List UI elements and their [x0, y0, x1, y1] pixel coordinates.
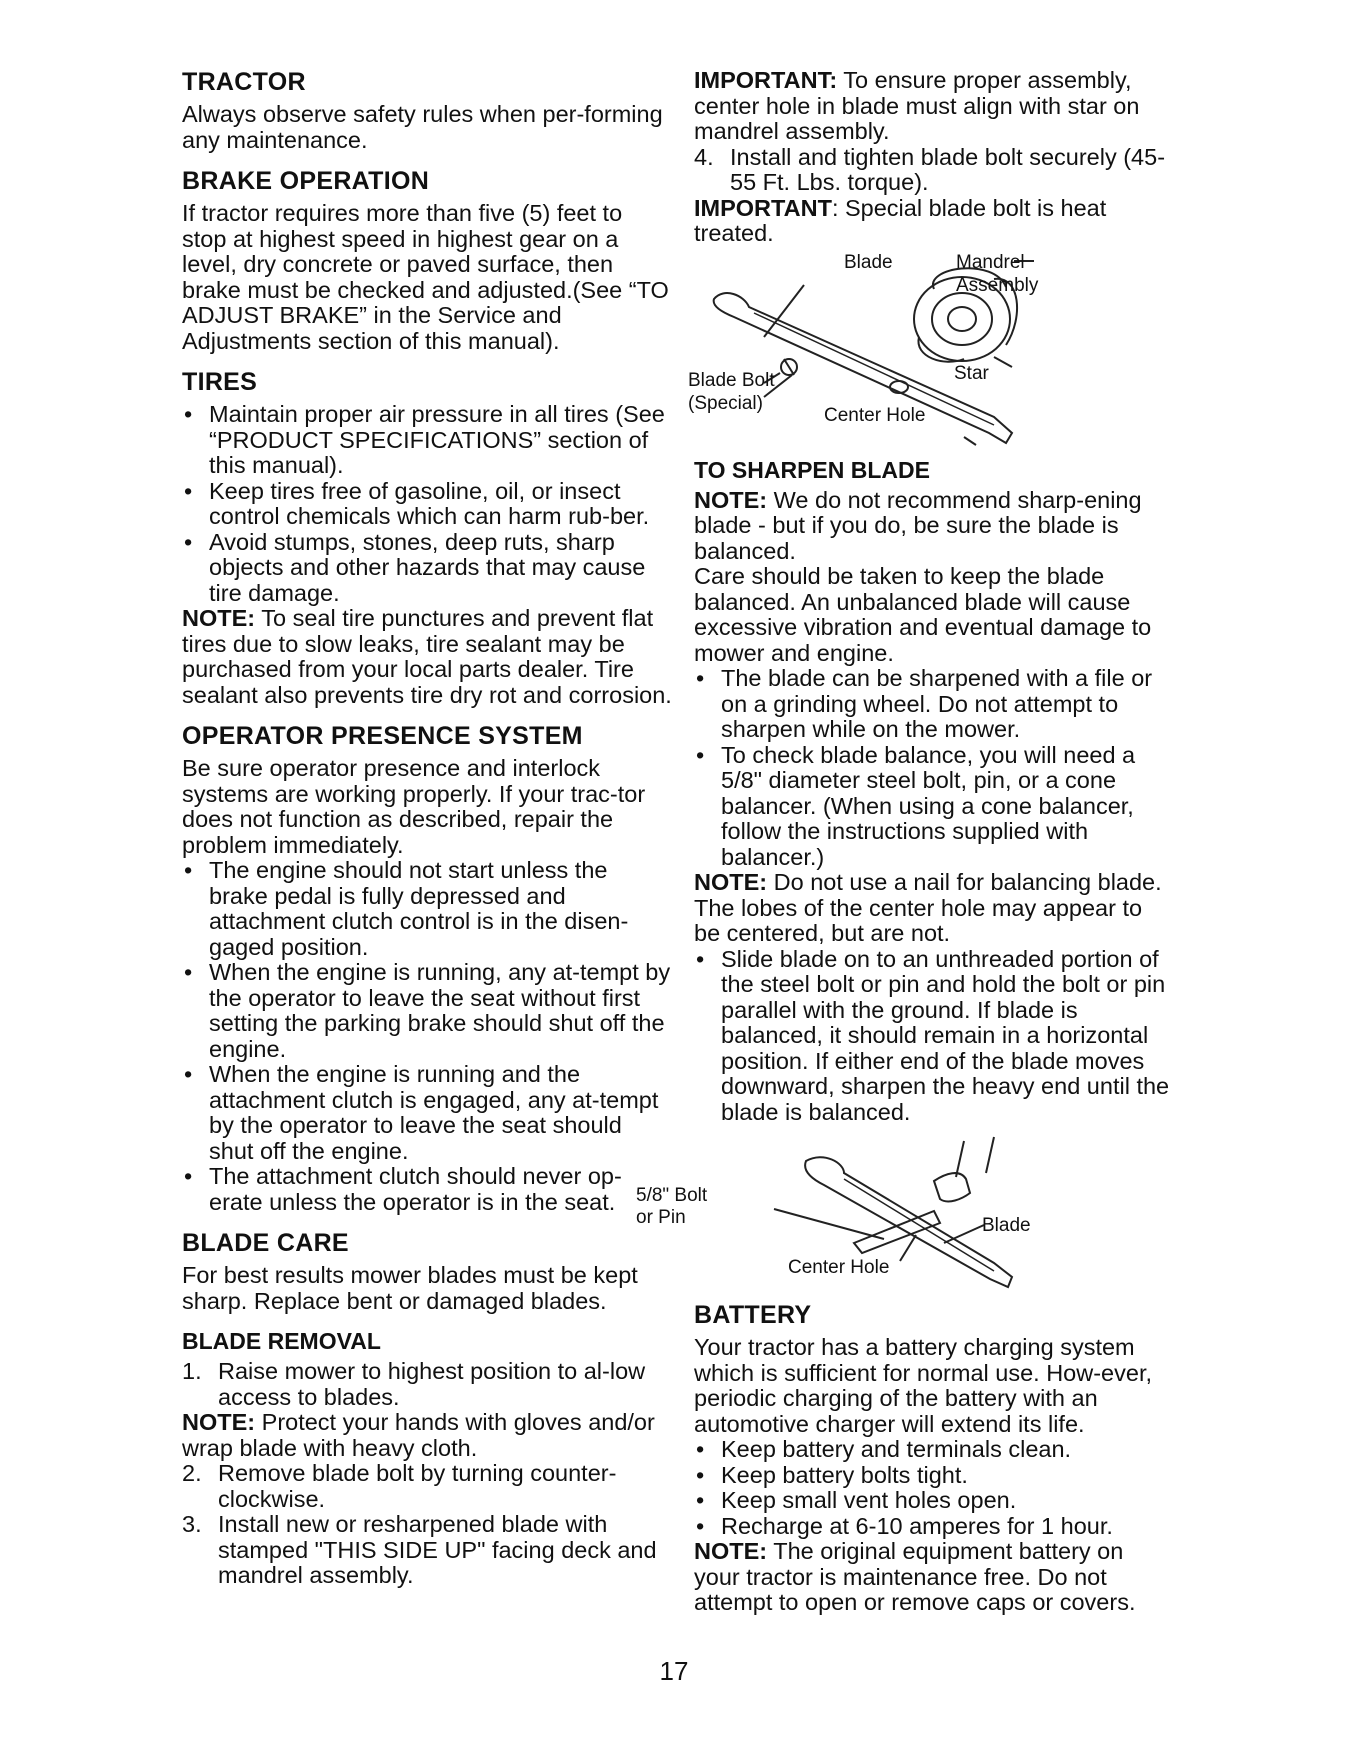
sharpen-note1: NOTE: We do not recommend sharp-ening blade - but if you do, be sure the blade is balanced.: [694, 486, 1142, 564]
center-hole-label-2: Center Hole: [788, 1257, 890, 1278]
list-item: • Recharge at 6-10 amperes for 1 hour.: [696, 1512, 1113, 1539]
battery-text: Your tractor has a battery charging system which is sufficient for normal use. How-ever, periodic charging of the battery with an automotive charger will extend its life.: [694, 1334, 1152, 1437]
sharpen-section: [694, 457, 1174, 1126]
balance-figure: [636, 1133, 1174, 1293]
blade-care-text: For best results mower blades must be kept sharp. Replace bent or damaged blades.: [182, 1262, 638, 1314]
bullet-icon: •: [696, 1512, 705, 1539]
center-hole-label: Center Hole: [824, 404, 926, 426]
list-item: • When the engine is running and the attachment clutch is engaged, any at-tempt by the operator to leave the seat should shut off the engine.: [184, 1061, 659, 1164]
list-item: • When the engine is running, any at-tempt by the operator to leave the seat without first setting the parking brake should shut off the engine.: [184, 959, 671, 1062]
blade-removal-section: [182, 1328, 672, 1589]
bullet-icon: •: [696, 665, 705, 691]
list-item: • Keep small vent holes open.: [696, 1487, 1017, 1513]
bolt-label: 5/8" Bolt: [636, 1185, 708, 1206]
bullet-icon: •: [696, 741, 705, 768]
tires-section: [182, 368, 672, 708]
operator-heading: OPERATOR PRESENCE SYSTEM: [182, 722, 583, 750]
operator-section: [182, 722, 672, 1215]
important-bolt: IMPORTANT: Special blade bolt is heat treated.: [694, 194, 1107, 246]
blade-label: Blade: [844, 251, 893, 273]
tires-list: [182, 402, 672, 606]
bullet-icon: •: [184, 857, 193, 883]
list-item: • To check blade balance, you will need a 5/8" diameter steel bolt, pin, or a cone balancer. (When using a cone balancer, follow the instructions supplied with balancer.): [696, 741, 1136, 870]
operator-text: Be sure operator presence and interlock systems are working properly. If your trac-tor does not function as described, repair the problem immediately.: [182, 755, 646, 858]
blade-mandrel-illustration: [694, 247, 1174, 447]
list-item: 4. Install and tighten blade bolt securely (45-55 Ft. Lbs. torque).: [694, 143, 1166, 195]
tires-note: NOTE: To seal tire punctures and prevent flat tires due to slow leaks, tire sealant may be purchased from your local parts dealer. Tire sealant also prevents tire dry rot and corrosion.: [182, 605, 672, 708]
tractor-section: [182, 68, 672, 153]
left-column: [182, 68, 672, 1589]
list-item: • Maintain proper air pressure in all tires (See “PRODUCT SPECIFICATIONS” section of this manual).: [184, 401, 665, 478]
operator-list: [182, 858, 672, 1215]
blade-removal-note: NOTE: Protect your hands with gloves and/or wrap blade with heavy cloth.: [182, 1409, 655, 1461]
blade-bolt-label: Blade Bolt: [688, 369, 775, 391]
sharpen-text: Care should be taken to keep the blade balanced. An unbalanced blade will cause excessive vibration and eventual damage to mower and engine.: [694, 563, 1152, 666]
page-number: 17: [659, 1656, 689, 1686]
list-item: • Slide blade on to an unthreaded portion of the steel bolt or pin and hold the bolt or pin parallel with the ground. If blade is balanced, it should remain in a horizontal position. If either end of the blade moves downward, sharpen the heavy end until the blade is balanced.: [696, 945, 1170, 1125]
bullet-icon: •: [696, 945, 705, 972]
bullet-icon: •: [184, 401, 193, 427]
brake-text: If tractor requires more than five (5) feet to stop at highest speed in highest gear on a level, dry concrete or paved surface, then brake must be checked and adjusted.(See “TO ADJUST BRAKE” in the Service and Adjustments section of this manual).: [182, 200, 669, 354]
tires-heading: TIRES: [182, 368, 258, 396]
tractor-heading: TRACTOR: [182, 68, 306, 96]
blade-removal-heading: BLADE REMOVAL: [182, 1328, 381, 1354]
blade-label-2: Blade: [982, 1215, 1031, 1236]
bullet-icon: •: [184, 1061, 193, 1087]
blade-care-section: [182, 1229, 672, 1314]
list-item: 1. Raise mower to highest position to al-low access to blades.: [182, 1358, 646, 1410]
bullet-icon: •: [696, 1436, 705, 1462]
blade-care-heading: BLADE CARE: [182, 1229, 349, 1257]
list-item: • Avoid stumps, stones, deep ruts, sharp objects and other hazards that may cause tire damage.: [184, 528, 646, 606]
tractor-text: Always observe safety rules when per-forming any maintenance.: [182, 101, 663, 153]
battery-note: NOTE: The original equipment battery on your tractor is maintenance free. Do not attempt to open or remove caps or covers.: [694, 1538, 1136, 1615]
important-assembly: IMPORTANT: To ensure proper assembly, center hole in blade must align with star on mandrel assembly.: [694, 67, 1140, 144]
bullet-icon: •: [184, 1163, 193, 1189]
mandrel-label: Mandrel: [956, 251, 1025, 273]
bullet-icon: •: [184, 477, 193, 504]
brake-heading: BRAKE OPERATION: [182, 167, 430, 195]
bullet-icon: •: [184, 528, 193, 555]
right-column: [636, 67, 1174, 1616]
list-item: 3. Install new or resharpened blade with stamped "THIS SIDE UP" facing deck and mandrel assembly.: [182, 1511, 657, 1588]
battery-section: [694, 1301, 1174, 1616]
list-item: • Keep tires free of gasoline, oil, or insect control chemicals which can harm rub-ber.: [184, 477, 650, 529]
battery-heading: BATTERY: [694, 1301, 812, 1329]
balance-illustration: [694, 1133, 1174, 1293]
star-label: Star: [954, 362, 989, 384]
bullet-icon: •: [696, 1487, 705, 1513]
sharpen-heading: TO SHARPEN BLADE: [694, 456, 930, 483]
assembly-label: Assembly: [956, 274, 1039, 296]
list-item: 2. Remove blade bolt by turning counter-clockwise.: [182, 1460, 617, 1512]
blade-mandrel-figure: [688, 247, 1174, 447]
list-item: • The attachment clutch should never op-erate unless the operator is in the seat.: [184, 1163, 622, 1215]
list-item: • The engine should not start unless the brake pedal is fully depressed and attachment clutch control is in the disen-gaged position.: [184, 857, 629, 960]
or-pin-label: or Pin: [636, 1207, 686, 1228]
bullet-icon: •: [696, 1461, 705, 1488]
list-item: • The blade can be sharpened with a file or on a grinding wheel. Do not attempt to sharpen while on the mower.: [696, 665, 1153, 742]
special-label: (Special): [688, 392, 763, 414]
sharpen-note2: NOTE: Do not use a nail for balancing blade. The lobes of the center hole may appear to be centered, but are not.: [694, 869, 1162, 946]
list-item: • Keep battery bolts tight.: [696, 1461, 968, 1488]
bullet-icon: •: [184, 959, 193, 985]
list-item: • Keep battery and terminals clean.: [696, 1436, 1072, 1462]
brake-section: [182, 167, 672, 354]
